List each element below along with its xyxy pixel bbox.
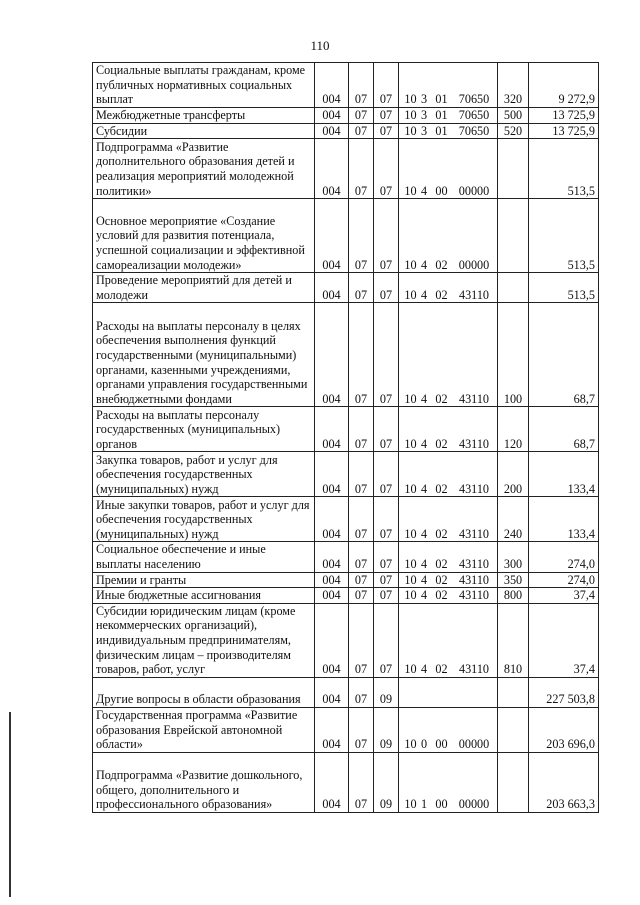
target-article-part: 43110	[458, 391, 490, 406]
amount: 37,4	[529, 603, 599, 677]
target-article-part: 4	[420, 257, 428, 272]
table-row	[93, 108, 599, 124]
target-article-part: 10	[404, 556, 417, 571]
expense-type-code: 300	[498, 542, 529, 572]
section-code: 07	[349, 108, 374, 124]
target-article-part: 43110	[458, 572, 490, 587]
ministry-code: 004	[315, 303, 349, 407]
target-article-part: 3	[420, 108, 428, 122]
target-article-part: 10	[404, 737, 417, 752]
ministry-code: 004	[315, 199, 349, 273]
target-article-part: 10	[404, 92, 417, 107]
row-name: Государственная программа «Развитие образования Еврейской автономной области»	[93, 707, 315, 752]
target-article-part: 43110	[458, 436, 490, 451]
ministry-code: 004	[315, 123, 349, 139]
target-article-part: 43110	[458, 287, 490, 302]
table-row	[93, 407, 599, 452]
target-article-part: 4	[420, 287, 428, 302]
table-row	[93, 123, 599, 139]
target-article-part: 43110	[458, 526, 490, 541]
target-article-code	[399, 199, 498, 273]
target-article-part: 43110	[458, 481, 490, 496]
table-row	[93, 452, 599, 497]
target-article-code	[399, 497, 498, 542]
target-article-part: 4	[420, 391, 428, 406]
section-code: 07	[349, 63, 374, 108]
ministry-code: 004	[315, 572, 349, 588]
target-article-part: 3	[420, 92, 428, 107]
row-name: Основное мероприятие «Создание условий для развития потенциала, успешной социализации и эффективной самореализации молодежи»	[93, 199, 315, 273]
expense-type-code: 240	[498, 497, 529, 542]
budget-table	[92, 62, 599, 813]
table-row	[93, 572, 599, 588]
target-article-part: 02	[435, 526, 448, 541]
ministry-code: 004	[315, 588, 349, 604]
section-code: 07	[349, 588, 374, 604]
target-article-part: 02	[435, 436, 448, 451]
row-name: Премии и гранты	[93, 572, 315, 588]
target-article-part: 02	[435, 572, 448, 587]
amount: 274,0	[529, 542, 599, 572]
target-article-part: 10	[404, 287, 417, 302]
subsection-code: 07	[374, 588, 399, 604]
table-row	[93, 603, 599, 677]
target-article-part: 02	[435, 662, 448, 677]
row-name: Иные бюджетные ассигнования	[93, 588, 315, 604]
subsection-code: 07	[374, 63, 399, 108]
target-article-code	[399, 273, 498, 303]
expense-type-code	[498, 707, 529, 752]
section-code: 07	[349, 452, 374, 497]
target-article-code	[399, 452, 498, 497]
ministry-code: 004	[315, 752, 349, 812]
table-row	[93, 707, 599, 752]
amount: 13 725,9	[529, 108, 599, 124]
subsection-code: 09	[374, 677, 399, 707]
row-name: Межбюджетные трансферты	[93, 108, 315, 124]
target-article-part: 00000	[458, 257, 490, 272]
target-article-part: 70650	[458, 123, 490, 138]
expense-type-code	[498, 139, 529, 199]
target-article-code	[399, 108, 498, 124]
expense-type-code	[498, 273, 529, 303]
target-article-part: 00	[435, 797, 448, 812]
subsection-code: 09	[374, 752, 399, 812]
target-article-part: 43110	[458, 588, 490, 603]
target-article-part: 00000	[458, 737, 490, 752]
amount: 68,7	[529, 407, 599, 452]
amount: 133,4	[529, 497, 599, 542]
row-name: Социальные выплаты гражданам, кроме публичных нормативных социальных выплат	[93, 63, 315, 108]
table-row	[93, 63, 599, 108]
section-code: 07	[349, 752, 374, 812]
row-name: Подпрограмма «Развитие дошкольного, общего, дополнительного и профессионального образования»	[93, 752, 315, 812]
row-name: Расходы на выплаты персоналу государственных (муниципальных) органов	[93, 407, 315, 452]
target-article-part: 02	[435, 257, 448, 272]
section-code: 07	[349, 303, 374, 407]
subsection-code: 07	[374, 123, 399, 139]
page-number: 110	[310, 38, 330, 53]
expense-type-code: 500	[498, 108, 529, 124]
ministry-code: 004	[315, 497, 349, 542]
row-name: Расходы на выплаты персоналу в целях обеспечения выполнения функций государственными (муниципальными) органами, казенными учреждениями, органами управления государственными внебюджетными фондами	[93, 303, 315, 407]
target-article-part: 1	[420, 797, 428, 812]
target-article-part: 4	[420, 588, 428, 603]
section-code: 07	[349, 497, 374, 542]
subsection-code: 07	[374, 572, 399, 588]
target-article-code	[399, 572, 498, 588]
target-article-part: 70650	[458, 108, 490, 122]
subsection-code: 07	[374, 542, 399, 572]
row-name: Подпрограмма «Развитие дополнительного образования детей и реализация мероприятий молодежной политики»	[93, 139, 315, 199]
target-article-part: 10	[404, 183, 417, 198]
table-row	[93, 303, 599, 407]
ministry-code: 004	[315, 542, 349, 572]
expense-type-code: 520	[498, 123, 529, 139]
target-article-part: 10	[404, 526, 417, 541]
ministry-code: 004	[315, 108, 349, 124]
target-article-part: 01	[435, 92, 448, 107]
subsection-code: 07	[374, 139, 399, 199]
subsection-code: 07	[374, 452, 399, 497]
expense-type-code	[498, 752, 529, 812]
target-article-code	[399, 542, 498, 572]
amount: 513,5	[529, 139, 599, 199]
ministry-code: 004	[315, 407, 349, 452]
subsection-code: 07	[374, 199, 399, 273]
target-article-code	[399, 303, 498, 407]
target-article-code	[399, 752, 498, 812]
amount: 227 503,8	[529, 677, 599, 707]
table-row	[93, 139, 599, 199]
target-article-part: 00000	[458, 797, 490, 812]
target-article-part: 10	[404, 123, 417, 138]
target-article-code	[399, 588, 498, 604]
expense-type-code: 100	[498, 303, 529, 407]
target-article-code	[399, 677, 498, 707]
subsection-code: 07	[374, 603, 399, 677]
expense-type-code: 120	[498, 407, 529, 452]
target-article-part: 4	[420, 556, 428, 571]
target-article-part: 01	[435, 108, 448, 122]
ministry-code: 004	[315, 63, 349, 108]
ministry-code: 004	[315, 273, 349, 303]
target-article-part: 10	[404, 481, 417, 496]
amount: 203 696,0	[529, 707, 599, 752]
target-article-part: 4	[420, 526, 428, 541]
subsection-code: 07	[374, 497, 399, 542]
target-article-part: 4	[420, 436, 428, 451]
table-row	[93, 752, 599, 812]
table-row	[93, 677, 599, 707]
expense-type-code: 320	[498, 63, 529, 108]
ministry-code: 004	[315, 677, 349, 707]
target-article-part: 0	[420, 737, 428, 752]
target-article-part: 00	[435, 183, 448, 198]
section-code: 07	[349, 407, 374, 452]
subsection-code: 07	[374, 108, 399, 124]
target-article-part: 10	[404, 797, 417, 812]
table-row	[93, 497, 599, 542]
target-article-code	[399, 603, 498, 677]
subsection-code: 07	[374, 407, 399, 452]
expense-type-code: 350	[498, 572, 529, 588]
table-row	[93, 588, 599, 604]
margin-line	[9, 712, 11, 897]
target-article-part: 43110	[458, 556, 490, 571]
amount: 513,5	[529, 199, 599, 273]
target-article-part: 4	[420, 481, 428, 496]
section-code: 07	[349, 603, 374, 677]
section-code: 07	[349, 542, 374, 572]
ministry-code: 004	[315, 139, 349, 199]
target-article-part: 02	[435, 391, 448, 406]
target-article-part: 01	[435, 123, 448, 138]
target-article-part: 3	[420, 123, 428, 138]
amount: 513,5	[529, 273, 599, 303]
section-code: 07	[349, 199, 374, 273]
table-row	[93, 199, 599, 273]
amount: 13 725,9	[529, 123, 599, 139]
target-article-code	[399, 123, 498, 139]
row-name: Субсидии юридическим лицам (кроме некоммерческих организаций), индивидуальным предпринимателям, физическим лицам – производителям товаров, работ, услуг	[93, 603, 315, 677]
section-code: 07	[349, 123, 374, 139]
target-article-code	[399, 407, 498, 452]
expense-type-code	[498, 677, 529, 707]
section-code: 07	[349, 139, 374, 199]
target-article-part: 00	[435, 737, 448, 752]
amount: 274,0	[529, 572, 599, 588]
target-article-part: 10	[404, 257, 417, 272]
row-name: Другие вопросы в области образования	[93, 677, 315, 707]
ministry-code: 004	[315, 603, 349, 677]
ministry-code: 004	[315, 707, 349, 752]
target-article-part: 02	[435, 588, 448, 603]
target-article-code	[399, 707, 498, 752]
section-code: 07	[349, 677, 374, 707]
subsection-code: 09	[374, 707, 399, 752]
target-article-code	[399, 139, 498, 199]
target-article-part: 70650	[458, 92, 490, 107]
target-article-code	[399, 63, 498, 108]
target-article-part: 4	[420, 662, 428, 677]
row-name: Иные закупки товаров, работ и услуг для обеспечения государственных (муниципальных) нужд	[93, 497, 315, 542]
target-article-part: 10	[404, 391, 417, 406]
target-article-part: 4	[420, 183, 428, 198]
target-article-part: 02	[435, 481, 448, 496]
amount: 37,4	[529, 588, 599, 604]
target-article-part: 10	[404, 436, 417, 451]
amount: 133,4	[529, 452, 599, 497]
section-code: 07	[349, 273, 374, 303]
amount: 9 272,9	[529, 63, 599, 108]
row-name: Социальное обеспечение и иные выплаты населению	[93, 542, 315, 572]
target-article-part: 02	[435, 556, 448, 571]
target-article-part: 00000	[458, 183, 490, 198]
table-row	[93, 542, 599, 572]
target-article-part: 10	[404, 662, 417, 677]
section-code: 07	[349, 707, 374, 752]
ministry-code: 004	[315, 452, 349, 497]
row-name: Субсидии	[93, 123, 315, 139]
target-article-part: 10	[404, 572, 417, 587]
expense-type-code: 810	[498, 603, 529, 677]
section-code: 07	[349, 572, 374, 588]
expense-type-code: 200	[498, 452, 529, 497]
expense-type-code	[498, 199, 529, 273]
amount: 68,7	[529, 303, 599, 407]
subsection-code: 07	[374, 273, 399, 303]
amount: 203 663,3	[529, 752, 599, 812]
target-article-part: 10	[404, 108, 417, 122]
target-article-part: 4	[420, 572, 428, 587]
row-name: Закупка товаров, работ и услуг для обеспечения государственных (муниципальных) нужд	[93, 452, 315, 497]
table-row	[93, 273, 599, 303]
target-article-part: 10	[404, 588, 417, 603]
target-article-part: 43110	[458, 662, 490, 677]
target-article-part: 02	[435, 287, 448, 302]
row-name: Проведение мероприятий для детей и молодежи	[93, 273, 315, 303]
subsection-code: 07	[374, 303, 399, 407]
expense-type-code: 800	[498, 588, 529, 604]
